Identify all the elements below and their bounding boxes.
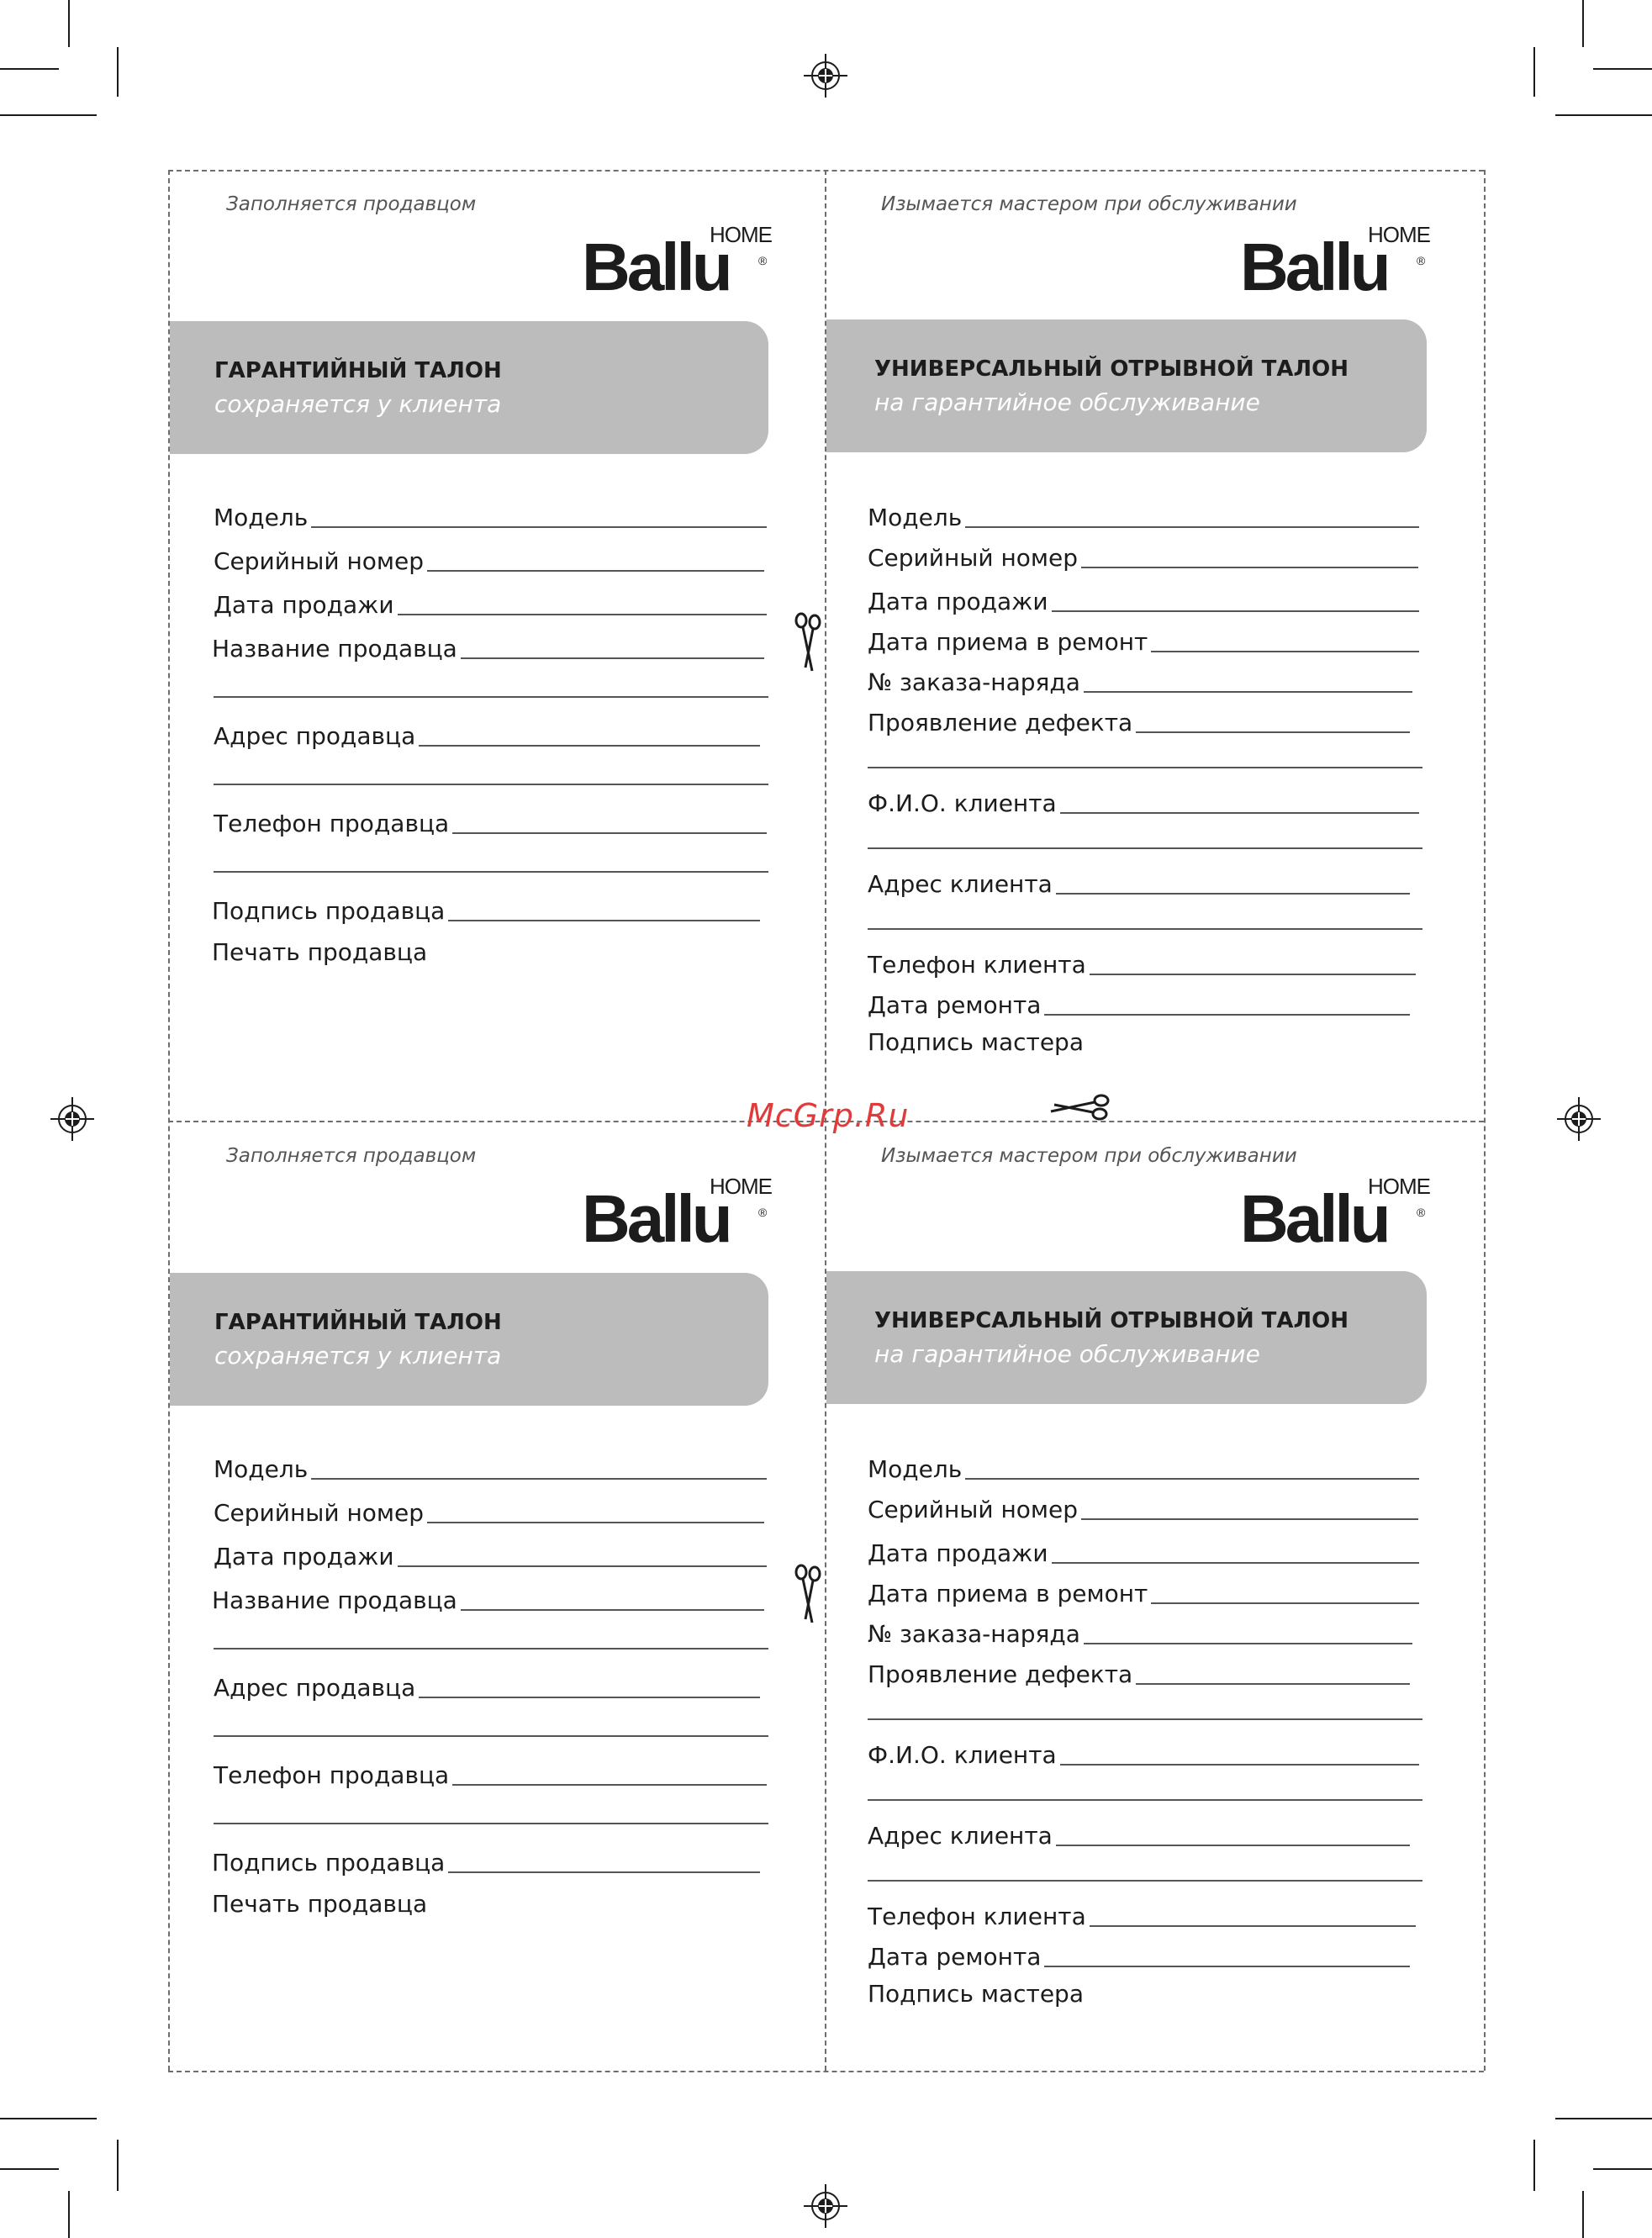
- client-name-extra-line[interactable]: [868, 847, 1422, 849]
- banner-subtitle: сохраняется у клиента: [214, 1342, 502, 1370]
- crosshair-registration-icon: [804, 54, 847, 98]
- field-client-name[interactable]: Ф.И.О. клиента: [868, 1737, 1419, 1767]
- coupon-note: Изымается мастером при обслуживании: [881, 1145, 1297, 1167]
- client-name-extra-line[interactable]: [868, 1799, 1422, 1801]
- field-seller-phone[interactable]: Телефон продавца: [214, 1757, 767, 1787]
- field-serial-number[interactable]: Серийный номер: [214, 1495, 764, 1525]
- field-client-address[interactable]: Адрес клиента: [868, 1818, 1410, 1848]
- seller-name-extra-line[interactable]: [214, 1648, 768, 1649]
- field-seller-signature[interactable]: Подпись продавца: [212, 1845, 760, 1875]
- field-repair-intake-date[interactable]: Дата приема в ремонт: [868, 1576, 1419, 1606]
- seller-phone-extra-line[interactable]: [214, 871, 768, 873]
- field-model[interactable]: Модель: [214, 499, 767, 530]
- banner-title: ГАРАНТИЙНЫЙ ТАЛОН: [214, 358, 502, 383]
- field-seller-address[interactable]: Адрес продавца: [214, 718, 760, 748]
- seller-stamp-label: Печать продавца: [212, 938, 428, 966]
- field-repair-intake-date[interactable]: Дата приема в ремонт: [868, 624, 1419, 654]
- crosshair-registration-icon: [804, 2184, 847, 2228]
- master-signature-label: Подпись мастера: [868, 1028, 1084, 1056]
- field-model[interactable]: Модель: [214, 1451, 767, 1481]
- field-seller-phone[interactable]: Телефон продавца: [214, 805, 767, 836]
- field-client-name[interactable]: Ф.И.О. клиента: [868, 785, 1419, 815]
- field-client-phone[interactable]: Телефон клиента: [868, 947, 1416, 977]
- master-signature-label: Подпись мастера: [868, 1980, 1084, 2008]
- coupon-note: Изымается мастером при обслуживании: [881, 193, 1297, 215]
- watermark: McGrp.Ru: [747, 1097, 910, 1134]
- field-serial-number[interactable]: Серийный номер: [868, 540, 1418, 570]
- field-model[interactable]: Модель: [868, 1451, 1419, 1481]
- field-work-order-number[interactable]: № заказа-наряда: [868, 1616, 1412, 1646]
- cut-line-right: [1484, 170, 1486, 2071]
- field-sale-date[interactable]: Дата продажи: [868, 583, 1419, 614]
- field-seller-address[interactable]: Адрес продавца: [214, 1670, 760, 1700]
- ballu-home-logo: Ballu HOME ®: [582, 222, 772, 304]
- crosshair-registration-icon: [1557, 1097, 1601, 1141]
- coupon-note: Заполняется продавцом: [226, 1145, 477, 1167]
- defect-extra-line[interactable]: [868, 1718, 1422, 1720]
- ballu-home-logo: Ballu HOME ®: [1240, 1174, 1430, 1256]
- field-defect-description[interactable]: Проявление дефекта: [868, 1656, 1410, 1686]
- seller-address-extra-line[interactable]: [214, 1735, 768, 1737]
- tearoff-coupon: [826, 1123, 1484, 2075]
- ballu-home-logo: Ballu HOME ®: [1240, 222, 1430, 304]
- field-model[interactable]: Модель: [868, 499, 1419, 530]
- banner-subtitle: на гарантийное обслуживание: [874, 1340, 1260, 1368]
- banner-subtitle: сохраняется у клиента: [214, 390, 502, 418]
- warranty-coupon: [170, 172, 827, 1123]
- client-address-extra-line[interactable]: [868, 1880, 1422, 1882]
- field-serial-number[interactable]: Серийный номер: [214, 543, 764, 573]
- field-sale-date[interactable]: Дата продажи: [214, 587, 767, 617]
- warranty-coupon: [170, 1123, 827, 2075]
- field-repair-date[interactable]: Дата ремонта: [868, 987, 1410, 1017]
- banner-subtitle: на гарантийное обслуживание: [874, 388, 1260, 416]
- seller-name-extra-line[interactable]: [214, 696, 768, 698]
- field-client-address[interactable]: Адрес клиента: [868, 866, 1410, 896]
- banner-title: УНИВЕРСАЛЬНЫЙ ОТРЫВНОЙ ТАЛОН: [874, 1308, 1349, 1333]
- field-seller-name[interactable]: Название продавца: [212, 631, 764, 661]
- field-sale-date[interactable]: Дата продажи: [868, 1535, 1419, 1565]
- field-sale-date[interactable]: Дата продажи: [214, 1539, 767, 1569]
- banner-title: УНИВЕРСАЛЬНЫЙ ОТРЫВНОЙ ТАЛОН: [874, 356, 1349, 382]
- defect-extra-line[interactable]: [868, 767, 1422, 768]
- field-seller-signature[interactable]: Подпись продавца: [212, 893, 760, 923]
- tearoff-coupon: [826, 172, 1484, 1123]
- crosshair-registration-icon: [50, 1097, 94, 1141]
- field-client-phone[interactable]: Телефон клиента: [868, 1898, 1416, 1929]
- field-serial-number[interactable]: Серийный номер: [868, 1491, 1418, 1522]
- client-address-extra-line[interactable]: [868, 928, 1422, 930]
- seller-address-extra-line[interactable]: [214, 784, 768, 785]
- seller-phone-extra-line[interactable]: [214, 1823, 768, 1824]
- field-seller-name[interactable]: Название продавца: [212, 1582, 764, 1613]
- coupon-banner: [170, 321, 768, 454]
- seller-stamp-label: Печать продавца: [212, 1890, 428, 1918]
- coupon-banner: [826, 1271, 1427, 1404]
- coupon-banner: [170, 1273, 768, 1406]
- field-repair-date[interactable]: Дата ремонта: [868, 1939, 1410, 1969]
- banner-title: ГАРАНТИЙНЫЙ ТАЛОН: [214, 1310, 502, 1335]
- field-work-order-number[interactable]: № заказа-наряда: [868, 664, 1412, 694]
- ballu-home-logo: Ballu HOME ®: [582, 1174, 772, 1256]
- coupon-note: Заполняется продавцом: [226, 193, 477, 215]
- field-defect-description[interactable]: Проявление дефекта: [868, 705, 1410, 735]
- coupon-banner: [826, 319, 1427, 452]
